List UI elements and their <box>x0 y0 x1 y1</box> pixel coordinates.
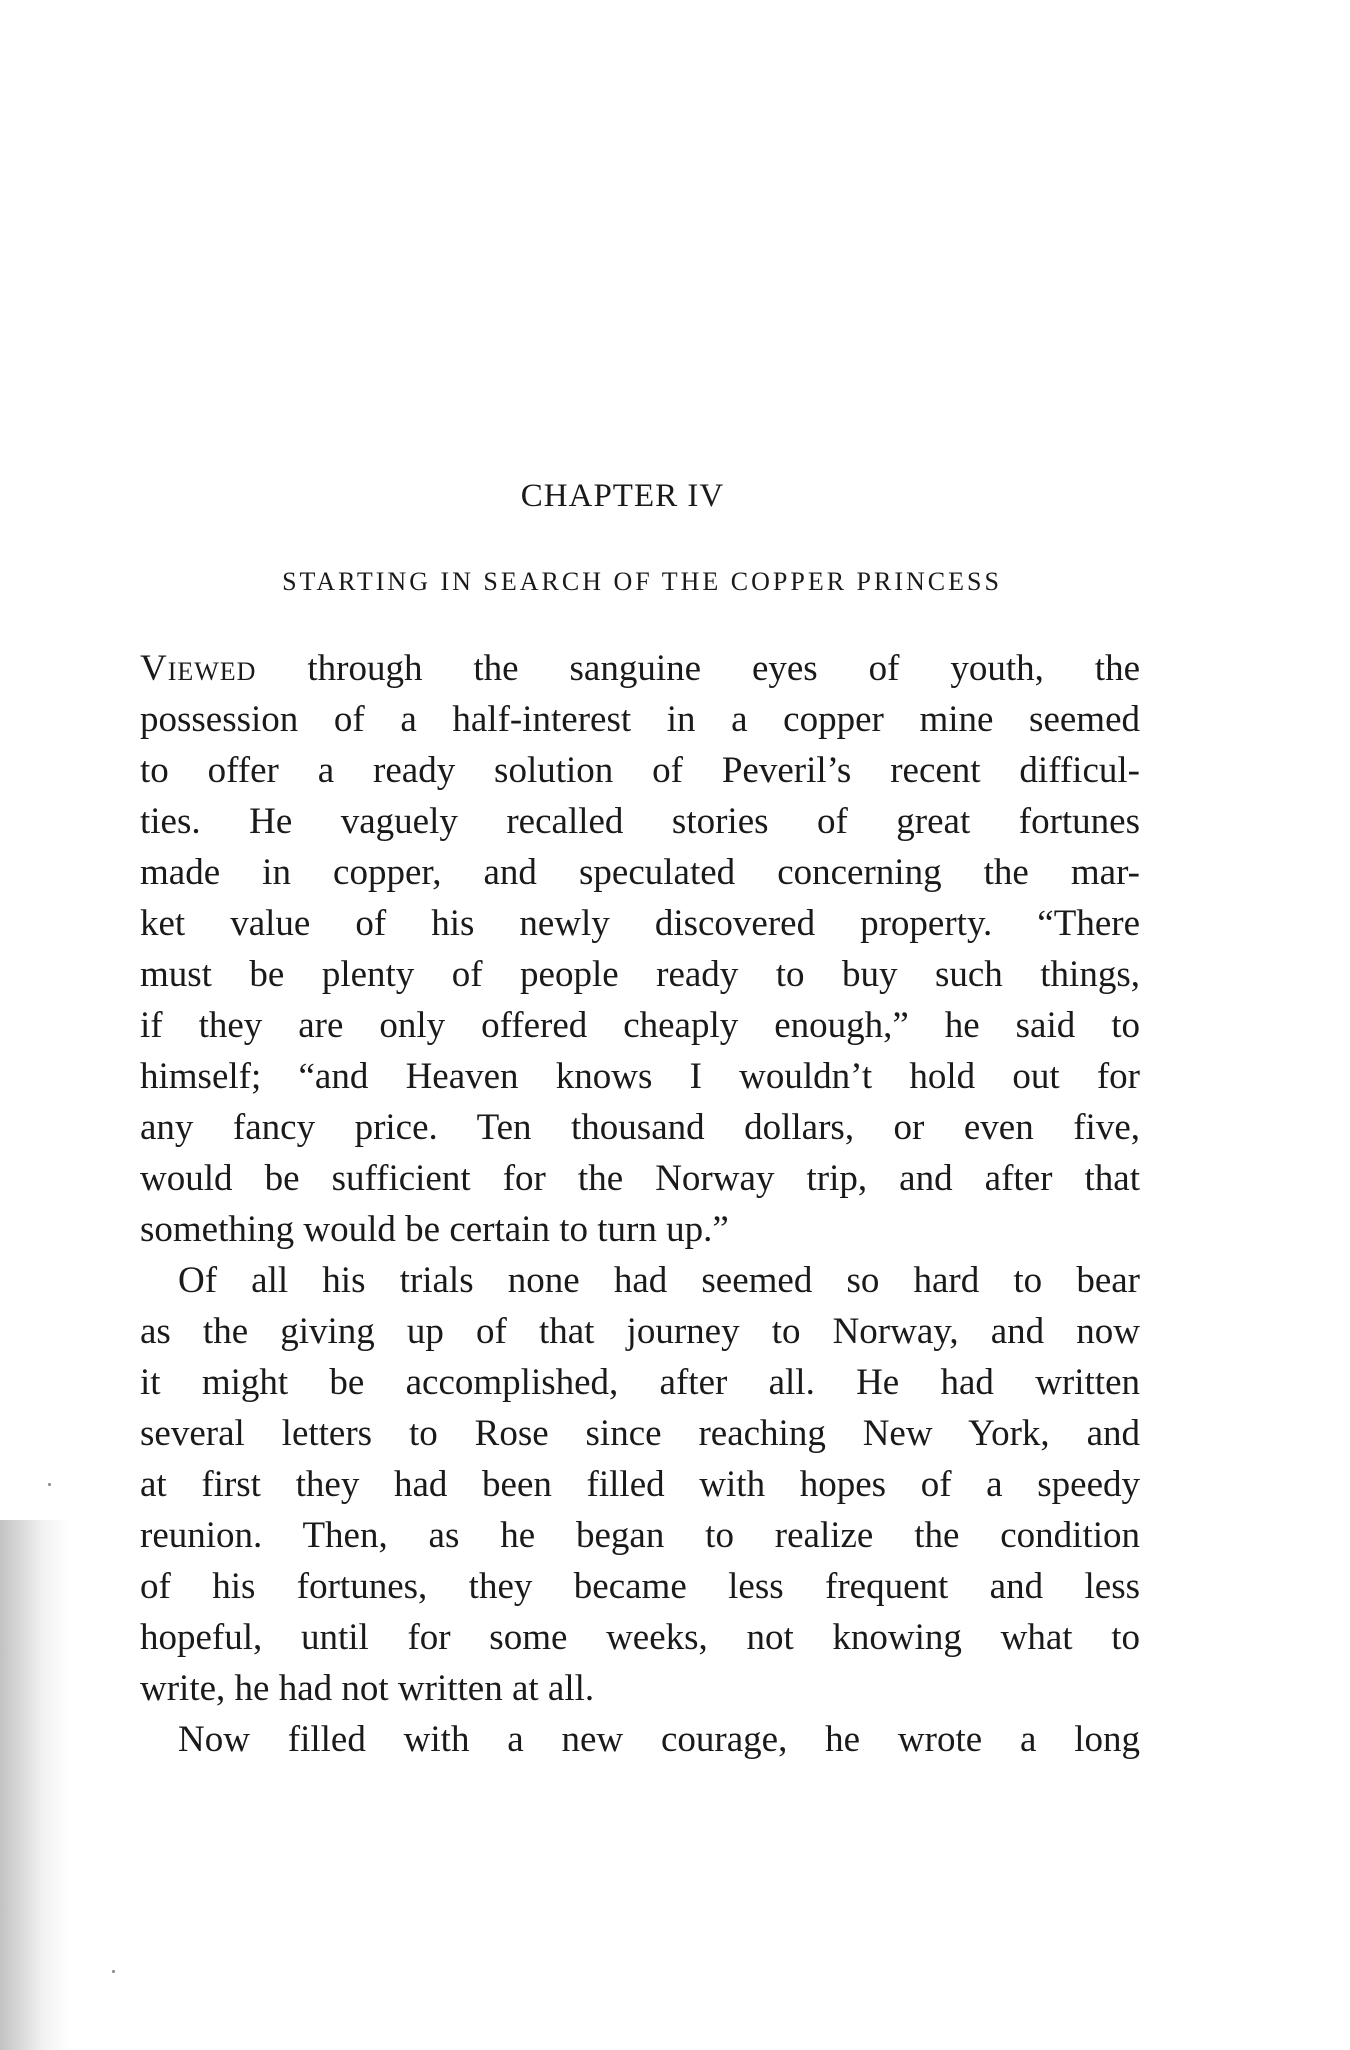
chapter-title: STARTING IN SEARCH OF THE COPPER PRINCESS <box>282 567 1002 596</box>
text-line: himself; “and Heaven knows I wouldn’t hold out for <box>140 1056 1140 1097</box>
text-line: possession of a half-interest in a copper mine seemed <box>140 699 1140 740</box>
text-line: if they are only offered cheaply enough,” he said to <box>140 1005 1140 1046</box>
chapter-body <box>140 643 1140 1765</box>
text-line: ket value of his newly discovered property. “There <box>140 903 1140 944</box>
opening-word: Viewed <box>140 648 257 689</box>
text-line: write, he had not written at all. <box>140 1668 595 1709</box>
paragraph-start-line: Now filled with a new courage, he wrote a long <box>178 1719 1140 1760</box>
text-line: of his fortunes, they became less frequent and less <box>140 1566 1140 1607</box>
text-line: ties. He vaguely recalled stories of great fortunes <box>140 801 1140 842</box>
text-line: something would be certain to turn up.” <box>140 1209 729 1250</box>
text-line: made in copper, and speculated concerning the mar- <box>140 852 1140 893</box>
text-line <box>140 643 1140 694</box>
text-line: to offer a ready solution of Peveril’s recent difficul- <box>140 750 1140 791</box>
text-line: would be sufficient for the Norway trip, and after that <box>140 1158 1140 1199</box>
paragraph-start-line: Of all his trials none had seemed so hard to bear <box>178 1260 1140 1301</box>
text-line: at first they had been filled with hopes of a speedy <box>140 1464 1140 1505</box>
scan-edge-shadow <box>0 1520 70 2050</box>
text-line: reunion. Then, as he began to realize the condition <box>140 1515 1140 1556</box>
scan-speck <box>48 1483 51 1486</box>
text-line: it might be accomplished, after all. He had written <box>140 1362 1140 1403</box>
text-line: several letters to Rose since reaching New York, and <box>140 1413 1140 1454</box>
text-line: hopeful, until for some weeks, not knowing what to <box>140 1617 1140 1658</box>
text-line: any fancy price. Ten thousand dollars, or even five, <box>140 1107 1140 1148</box>
text-line: as the giving up of that journey to Norway, and now <box>140 1311 1140 1352</box>
scan-speck <box>112 1970 115 1973</box>
text-line-rest: through the sanguine eyes of youth, the <box>256 648 1140 689</box>
text-line: must be plenty of people ready to buy such things, <box>140 954 1140 995</box>
chapter-number: CHAPTER IV <box>520 478 725 514</box>
